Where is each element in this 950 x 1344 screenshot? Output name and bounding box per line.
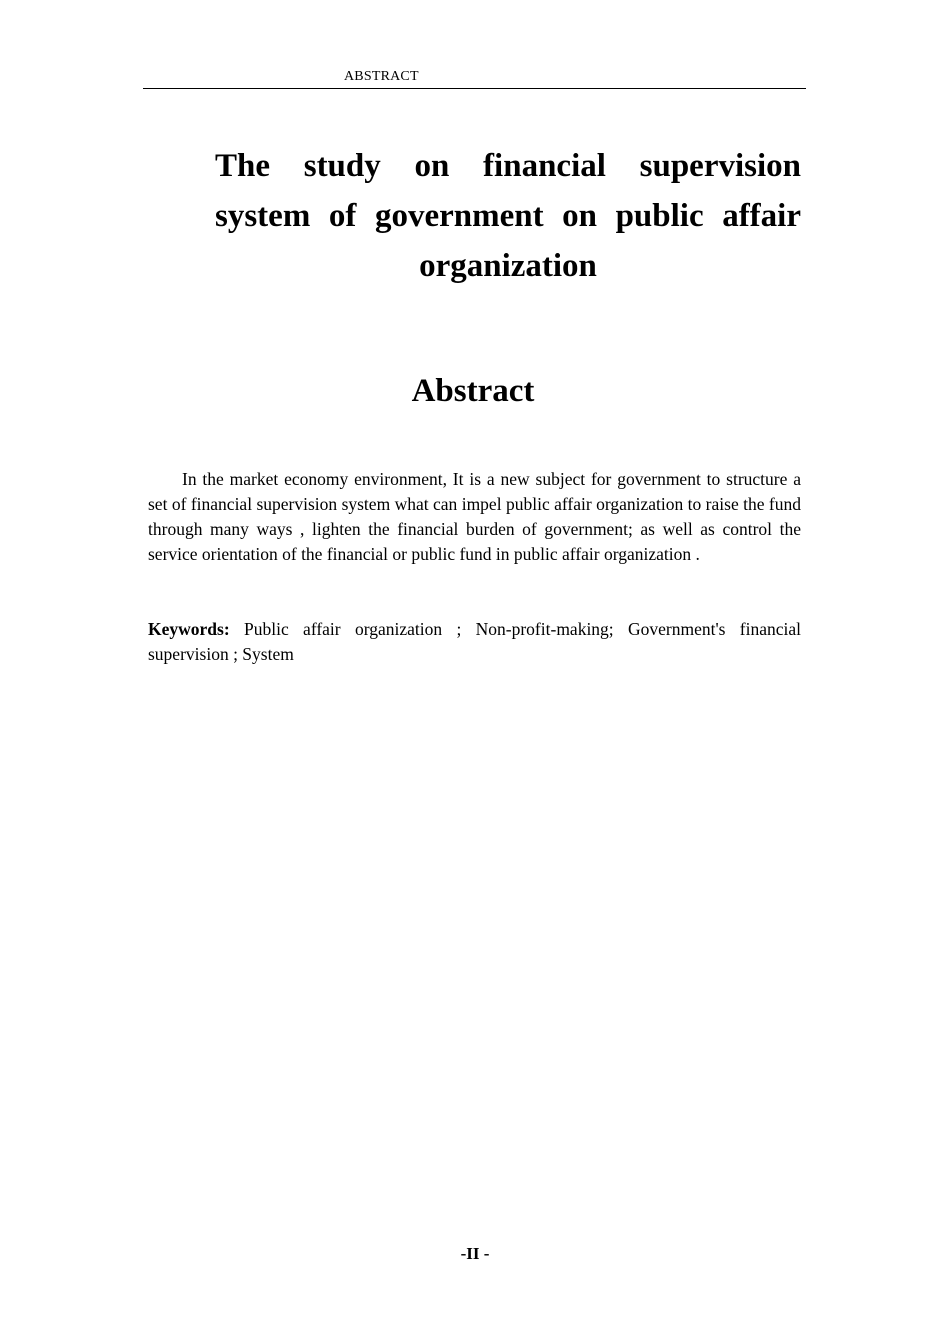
running-header: ABSTRACT [344,69,419,84]
keywords-text: Public affair organization ; Non-profit-making; Government's financial supervision ; System [148,619,801,664]
keywords-label: Keywords: [148,619,230,639]
abstract-body: In the market economy environment, It is a new subject for government to structure a set of financial supervision system what can impel public affair organization to raise the fund through many ways , lighten the financial burden of government; as well as control the service orientation of the financial or public fund in public affair organization . [148,469,801,564]
abstract-heading: Abstract [411,373,535,409]
keywords-paragraph [148,617,801,667]
page-number: -II - [460,1244,490,1263]
document-title: The study on financial supervision system of government on public affair organization [215,148,801,284]
header-rule [143,88,806,89]
